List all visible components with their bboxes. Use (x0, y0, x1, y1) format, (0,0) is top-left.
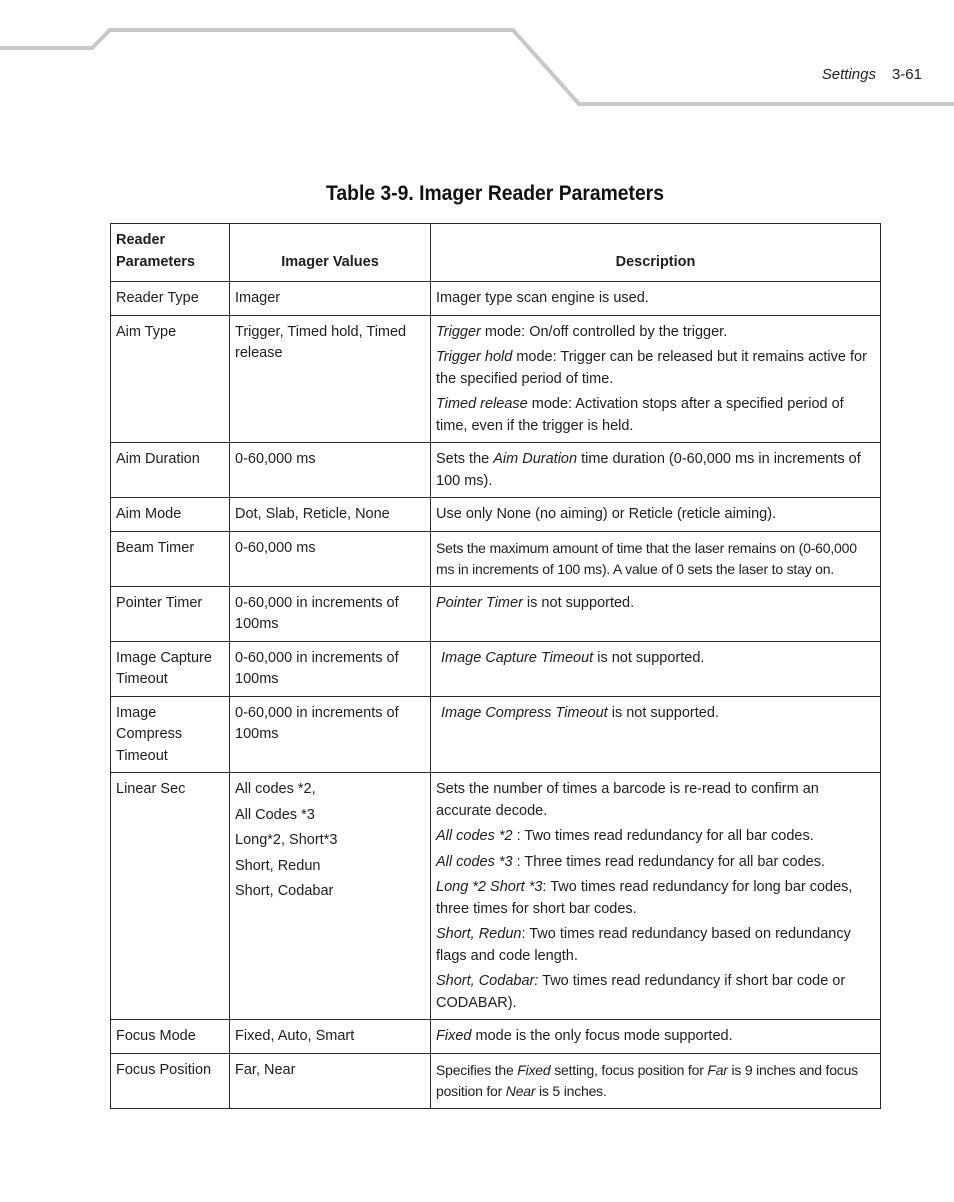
imager-reader-parameters-table (110, 223, 881, 1109)
term: Pointer Timer (436, 594, 523, 611)
param-cell: Reader Type (111, 282, 230, 316)
term: Image Capture Timeout (441, 649, 594, 666)
term: Far (707, 1061, 728, 1078)
term: Fixed (517, 1061, 551, 1078)
definition: mode: Trigger can be released but it remains active for the specified period of time. (436, 349, 867, 387)
description-line (436, 347, 875, 390)
definition: Two times read redundancy if short bar code or CODABAR). (436, 973, 846, 1011)
table-row (111, 443, 881, 498)
term: Trigger (436, 323, 481, 340)
description-cell (431, 586, 881, 641)
table-row (111, 498, 881, 532)
param-cell: Aim Mode (111, 498, 230, 532)
description-line (436, 924, 875, 967)
description-text: is not supported. (607, 704, 719, 721)
table-row (111, 315, 881, 443)
description-line (436, 394, 875, 437)
definition: mode: On/off controlled by the trigger. (480, 323, 728, 340)
table-row (111, 696, 881, 773)
value-line: All codes *2, (235, 781, 316, 797)
description-line (436, 322, 875, 344)
description-cell (431, 1053, 881, 1108)
term: Image Compress Timeout (441, 704, 608, 721)
description-text: Sets the (436, 451, 494, 467)
table-row (111, 1020, 881, 1054)
definition: mode: Activation stops after a specified period of time, even if the trigger is held. (436, 396, 844, 434)
param-cell: Beam Timer (111, 531, 230, 586)
param-cell: Pointer Timer (111, 586, 230, 641)
value-line: Short, Codabar (235, 883, 334, 899)
description-text: is not supported. (522, 594, 635, 611)
table-header-row (111, 224, 881, 282)
table-row (111, 773, 881, 1020)
param-cell: Aim Duration (111, 443, 230, 498)
description-cell (431, 443, 881, 498)
param-cell: Linear Sec (111, 773, 230, 1020)
table-row (111, 531, 881, 586)
description-cell (431, 315, 881, 443)
definition: : Three times read redundancy for all bar codes. (512, 853, 826, 870)
values-cell: Dot, Slab, Reticle, None (230, 498, 431, 532)
description-cell: Sets the maximum amount of time that the laser remains on (0-60,000 ms in increments of 100 ms). A value of 0 sets the laser to stay on. (431, 531, 881, 586)
table-row (111, 586, 881, 641)
table-title: Table 3-9. Imager Reader Parameters (326, 182, 664, 205)
term: Near (505, 1083, 536, 1099)
header-decoration (0, 0, 954, 110)
description-text: is 9 inches and focus position for (436, 1061, 858, 1099)
column-header-description: Description (431, 224, 881, 282)
values-cell: Trigger, Timed hold, Timed release (230, 315, 431, 443)
description-cell: Use only None (no aiming) or Reticle (reticle aiming). (431, 498, 881, 532)
table-row (111, 1053, 881, 1108)
running-header (822, 66, 922, 83)
values-cell: 0-60,000 in increments of 100ms (230, 696, 431, 773)
values-cell: 0-60,000 ms (230, 443, 431, 498)
table-row (111, 282, 881, 316)
section-name: Settings (821, 66, 876, 83)
description-text: is not supported. (593, 649, 705, 666)
definition: : Two times read redundancy based on redundancy flags and code length. (436, 926, 851, 964)
description-line (436, 826, 875, 848)
values-cell (230, 773, 431, 1020)
description-text: is 5 inches. (535, 1083, 607, 1099)
description-cell (431, 773, 881, 1020)
values-cell: Far, Near (230, 1053, 431, 1108)
term: Short, Redun (436, 926, 522, 942)
values-cell: 0-60,000 in increments of 100ms (230, 586, 431, 641)
value-line: Short, Redun (235, 857, 321, 874)
column-header-reader-parameters: Reader Parameters (111, 224, 230, 282)
definition: : Two times read redundancy for long bar codes, three times for short bar codes. (436, 879, 853, 917)
term: Short, Codabar: (436, 973, 539, 989)
param-cell: Focus Position (111, 1053, 230, 1108)
values-cell: Imager (230, 282, 431, 316)
description-cell (431, 641, 881, 696)
description-cell (431, 1020, 881, 1054)
values-cell: 0-60,000 in increments of 100ms (230, 641, 431, 696)
definition: : Two times read redundancy for all bar codes. (512, 828, 814, 844)
description-text: setting, focus position for (550, 1061, 708, 1078)
param-cell: Image Capture Timeout (111, 641, 230, 696)
description-text: mode is the only focus mode supported. (471, 1028, 733, 1044)
description-text: Specifies the (436, 1061, 518, 1078)
page-number: 3-61 (891, 66, 922, 83)
description-cell: Imager type scan engine is used. (431, 282, 881, 316)
description-line (436, 852, 875, 874)
table-row (111, 641, 881, 696)
term: Timed release (436, 396, 528, 412)
term: Aim Duration (493, 451, 578, 467)
term: Trigger hold (436, 349, 513, 365)
term: All codes *2 (436, 828, 513, 844)
param-cell: Image Compress Timeout (111, 696, 230, 773)
description-line (436, 971, 875, 1014)
description-text: time duration (0-60,000 ms in increments of 100 ms). (436, 451, 861, 489)
param-cell: Aim Type (111, 315, 230, 443)
param-cell: Focus Mode (111, 1020, 230, 1054)
term: Fixed (436, 1028, 472, 1044)
value-line: All Codes *3 (235, 806, 315, 823)
values-cell: 0-60,000 ms (230, 531, 431, 586)
term: All codes *3 (436, 853, 513, 870)
description-line: Sets the number of times a barcode is re-read to confirm an accurate decode. (436, 781, 819, 819)
values-cell: Fixed, Auto, Smart (230, 1020, 431, 1054)
value-line: Long*2, Short*3 (235, 832, 338, 848)
column-header-imager-values: Imager Values (230, 224, 431, 282)
term: Long *2 Short *3 (436, 879, 543, 895)
description-cell (431, 696, 881, 773)
description-line (436, 877, 875, 920)
